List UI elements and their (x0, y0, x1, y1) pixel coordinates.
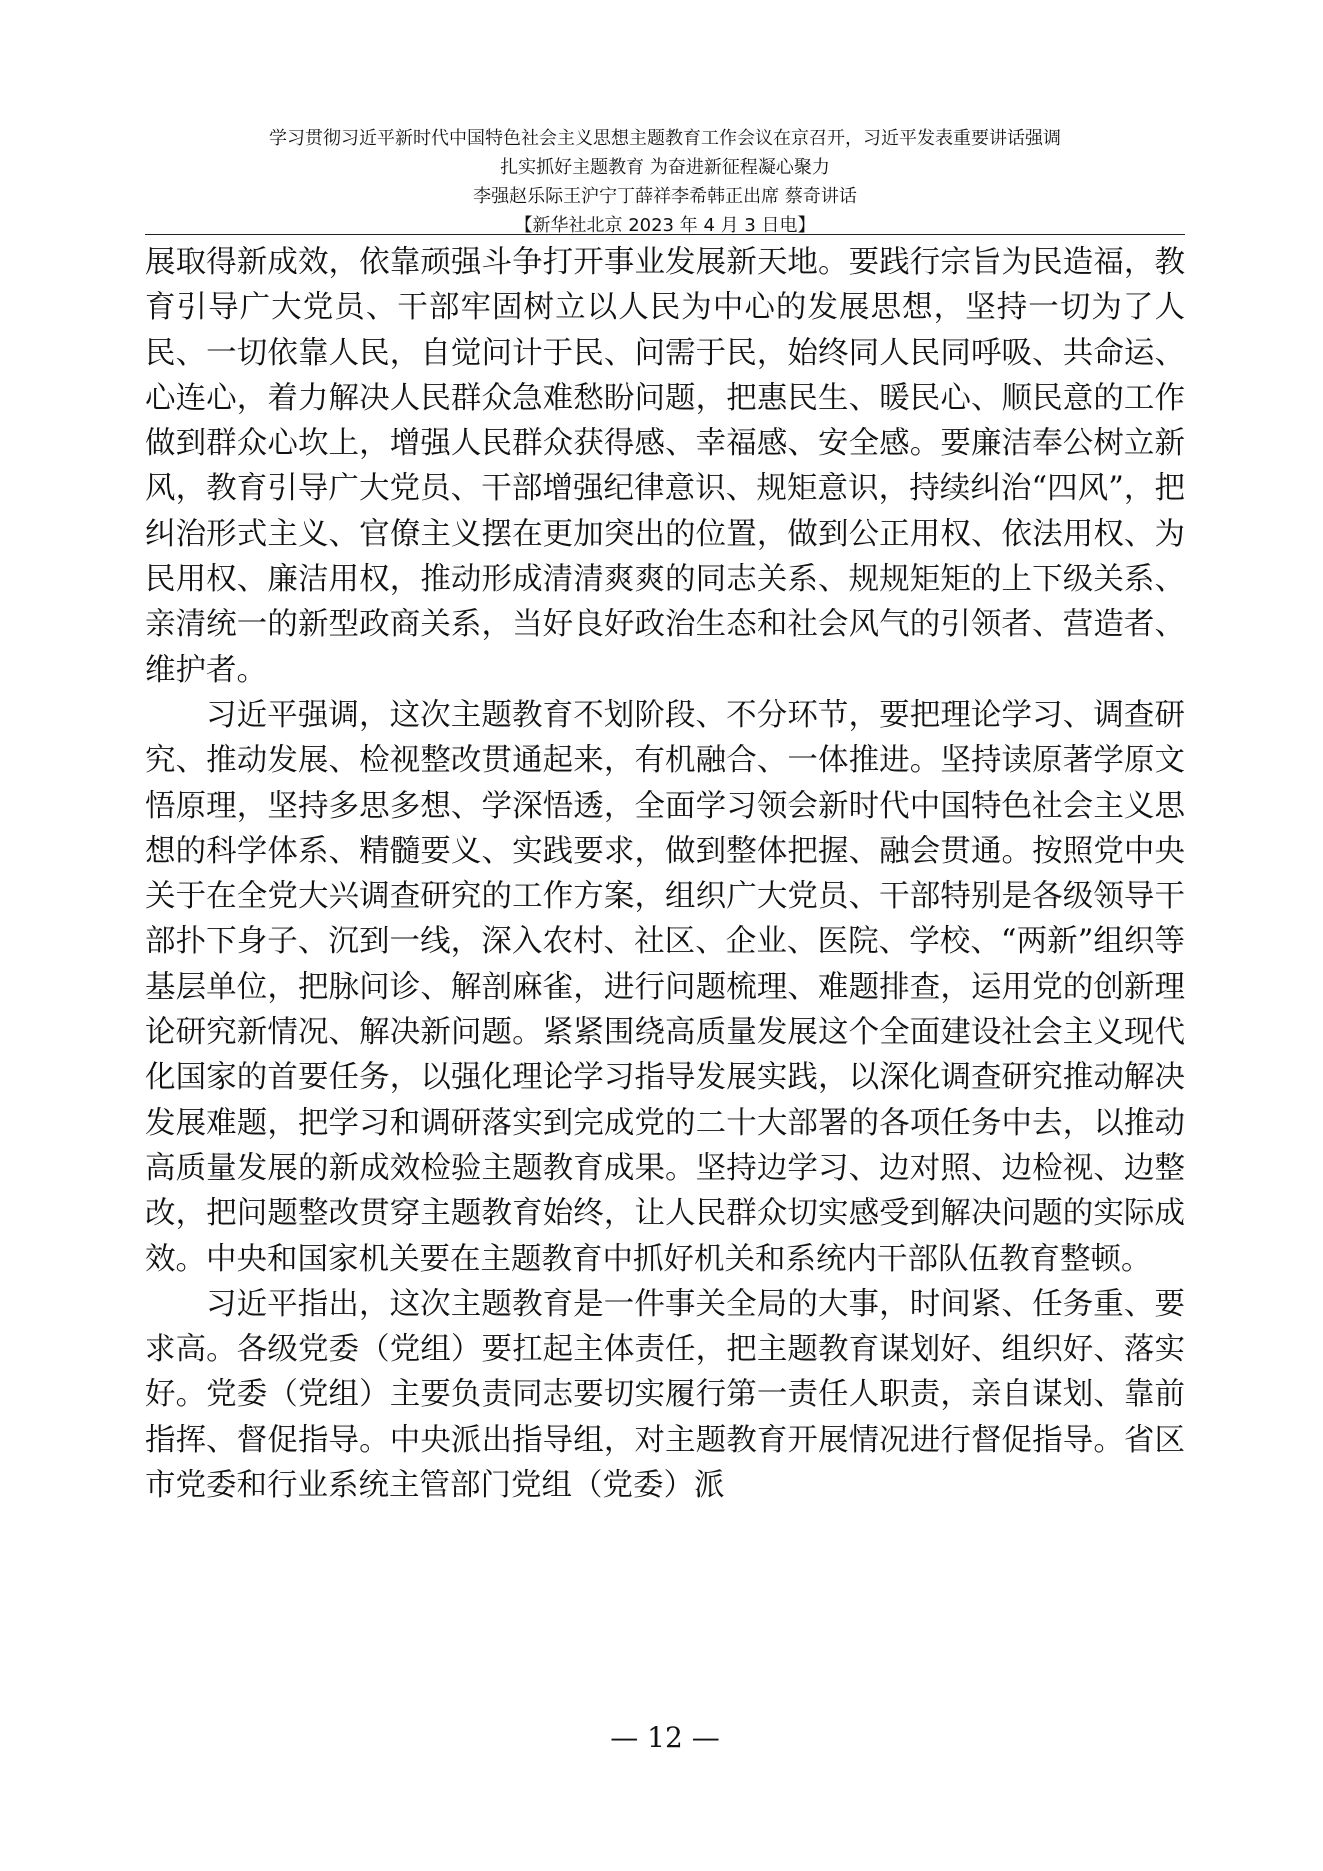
article-body (145, 240, 1185, 1508)
paragraph-1: 展取得新成效，依靠顽强斗争打开事业发展新天地。要践行宗旨为民造福，教育引导广大党员、干部牢固树立以人民为中心的发展思想，坚持一切为了人民、一切依靠人民，自觉问计于民、问需于民，始终同人民同呼吸、共命运、心连心，着力解决人民群众急难愁盼问题，把惠民生、暖民心、顺民意的工作做到群众心坎上，增强人民群众获得感、幸福感、安全感。要廉洁奉公树立新风，教育引导广大党员、干部增强纪律意识、规矩意识，持续纠治“四风”，把纠治形式主义、官僚主义摆在更加突出的位置，做到公正用权、依法用权、为民用权、廉洁用权，推动形成清清爽爽的同志关系、规规矩矩的上下级关系、亲清统一的新型政商关系，当好良好政治生态和社会风气的引领者、营造者、维护者。 (145, 245, 1185, 688)
document-header (145, 124, 1185, 240)
header-subtitle: 李强赵乐际王沪宁丁薛祥李希韩正出席 蔡奇讲话 (473, 186, 857, 207)
paragraph-2: 习近平强调，这次主题教育不划阶段、不分环节，要把理论学习、调查研究、推动发展、检视整改贯通起来，有机融合、一体推进。坚持读原著学原文悟原理，坚持多思多想、学深悟透，全面学习领会新时代中国特色社会主义思想的科学体系、精髓要义、实践要求，做到整体把握、融会贯通。按照党中央关于在全党大兴调查研究的工作方案，组织广大党员、干部特别是各级领导干部扑下身子、沉到一线，深入农村、社区、企业、医院、学校、“两新”组织等基层单位，把脉问诊、解剖麻雀，进行问题梳理、难题排查，运用党的创新理论研究新情况、解决新问题。紧紧围绕高质量发展这个全面建设社会主义现代化国家的首要任务，以强化理论学习指导发展实践，以深化调查研究推动解决发展难题，把学习和调研落实到完成党的二十大部署的各项任务中去，以推动高质量发展的新成效检验主题教育成果。坚持边学习、边对照、边检视、边整改，把问题整改贯穿主题教育始终，让人民群众切实感受到解决问题的实际成效。中央和国家机关要在主题教育中抓好机关和系统内干部队伍教育整顿。 (145, 697, 1185, 1277)
header-dateline: 【新华社北京 2023 年 4 月 3 日电】 (514, 215, 816, 236)
header-divider (145, 234, 1185, 235)
header-main-title: 扎实抓好主题教育 为奋进新征程凝心聚力 (500, 157, 830, 178)
paragraph-3: 习近平指出，这次主题教育是一件事关全局的大事，时间紧、任务重、要求高。各级党委（党组）要扛起主体责任，把主题教育谋划好、组织好、落实好。党委（党组）主要负责同志要切实履行第一责任人职责，亲自谋划、靠前指挥、督促指导。中央派出指导组，对主题教育开展情况进行督促指导。省区市党委和行业系统主管部门党组（党委）派 (145, 1286, 1185, 1504)
page-number: — 12 — (610, 1721, 720, 1754)
header-headline: 学习贯彻习近平新时代中国特色社会主义思想主题教育工作会议在京召开，习近平发表重要讲话强调 (269, 128, 1061, 149)
